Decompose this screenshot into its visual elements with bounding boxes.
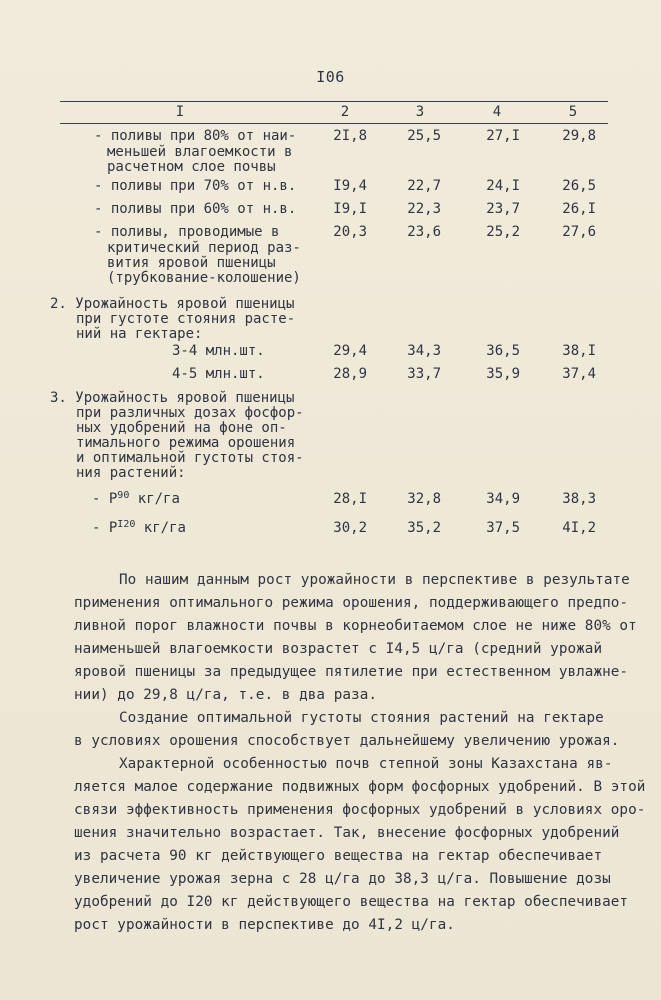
table-cell: 23,6 [407,224,441,240]
row-label-line: - поливы при 70% от н.в. [94,178,297,194]
table-cell: 27,I [486,128,520,144]
table-cell: 28,I [333,491,367,507]
section-title-line: и оптимальной густоты стоя- [76,450,304,466]
row-label-p90 [92,492,180,507]
paragraph-line: применения оптимального режима орошения, поддерживающего предпо- [74,595,629,611]
row-label-subscript: 90 [117,490,130,501]
table-cell: 25,2 [486,224,520,240]
paragraph-line: шения значительно возрастает. Так, внесение фосфорных удобрений [74,825,620,841]
row-label: 4-5 млн.шт. [172,366,265,382]
table-cell: 37,4 [562,366,596,382]
table-cell: 26,5 [562,178,596,194]
table-cell: 35,2 [407,520,441,536]
paragraph-line: связи эффективность применения фосфорных удобрений в условиях оро- [74,802,646,818]
table-cell: 29,4 [333,343,367,359]
paragraph-line: в условиях орошения способствует дальнейшему увеличению урожая. [74,733,620,749]
table-cell: 34,9 [486,491,520,507]
table-cell: 37,5 [486,520,520,536]
section-title-line: 2. Урожайность яровой пшеницы [50,296,295,312]
row-label-prefix: - P [92,491,118,507]
row-label-prefix: - P [92,520,118,536]
table-top-rule [60,101,608,102]
row-label: 3-4 млн.шт. [172,343,265,359]
paragraph-line: яровой пшеницы за предыдущее пятилетие при естественном увлажне- [74,664,629,680]
row-label-line: (трубкование-колошение) [107,270,301,286]
page-number: I06 [316,68,345,86]
paragraph-2 [74,707,619,753]
paragraph-line: наименьшей влагоемкости возрастет с I4,5 ц/га (средний урожай [74,641,603,657]
row-label-unit: кг/га [129,491,180,507]
section-title-line: тимального режима орошения [76,435,296,451]
table-cell: 28,9 [333,366,367,382]
table-cell: 30,2 [333,520,367,536]
paragraph-line: увеличение урожая зерна с 28 ц/га до 38,3 ц/га. Повышение дозы [74,871,611,887]
table-cell: 22,3 [407,201,441,217]
table-cell: 20,3 [333,224,367,240]
paragraph-line: Характерной особенностью почв степной зоны Казахстана яв- [119,756,613,772]
column-header-1: I [175,104,185,120]
table-cell: I9,4 [333,178,367,194]
table-cell: 36,5 [486,343,520,359]
table-cell: 38,I [562,343,596,359]
table-cell: 29,8 [562,128,596,144]
table-cell: 22,7 [407,178,441,194]
section-title-line: ния растений: [76,465,186,481]
row-label-line: - поливы при 60% от н.в. [94,201,297,217]
row-label-p120 [92,521,186,536]
paragraph-line: из расчета 90 кг действующего вещества на гектар обеспечивает [74,848,603,864]
table-header-rule [60,123,608,124]
section-title-line: ных удобрений на фоне оп- [76,420,287,436]
paragraph-line: ливной порог влажности почвы в корнеобитаемом слое не ниже 80% от [74,618,637,634]
table-cell: 4I,2 [562,520,596,536]
column-header-2: 2 [340,104,350,120]
row-label-line: расчетном слое почвы [107,159,276,175]
row-label-unit: кг/га [135,520,186,536]
paragraph-3 [74,753,645,937]
row-label-line: вития яровой пшеницы [107,255,276,271]
table-cell: 23,7 [486,201,520,217]
column-header-5: 5 [568,104,578,120]
section-title-line: ний на гектаре: [76,326,203,342]
table-cell: 25,5 [407,128,441,144]
section-title-line: при различных дозах фосфор- [76,405,304,421]
table-cell: 32,8 [407,491,441,507]
row-label-line: меньшей влагоемкости в [107,144,293,160]
paragraph-line: нии) до 29,8 ц/га, т.е. в два раза. [74,687,378,703]
table-cell: 26,I [562,201,596,217]
table-cell: 24,I [486,178,520,194]
section-title-line: 3. Урожайность яровой пшеницы [50,390,295,406]
paragraph-line: Создание оптимальной густоты стояния растений на гектаре [119,710,604,726]
column-header-4: 4 [492,104,502,120]
column-header-3: 3 [415,104,425,120]
table-cell: 38,3 [562,491,596,507]
table-cell: 2I,8 [333,128,367,144]
paragraph-1 [74,569,637,707]
row-label-line: - поливы, проводимые в [94,224,280,240]
paragraph-line: удобрений до I20 кг действующего вещества на гектар обеспечивает [74,894,629,910]
row-label-subscript: I20 [117,519,136,530]
table-cell: 35,9 [486,366,520,382]
table-cell: 33,7 [407,366,441,382]
table-cell: I9,I [333,201,367,217]
paragraph-line: ляется малое содержание подвижных форм фосфорных удобрений. В этой [74,779,646,795]
table-cell: 34,3 [407,343,441,359]
row-label-line: - поливы при 80% от наи- [94,128,297,144]
row-label-line: критический период раз- [107,240,301,256]
table-cell: 27,6 [562,224,596,240]
section-title-line: при густоте стояния расте- [76,311,296,327]
paragraph-line: рост урожайности в перспективе до 4I,2 ц/га. [74,917,455,933]
paragraph-line: По нашим данным рост урожайности в перспективе в результате [119,572,630,588]
